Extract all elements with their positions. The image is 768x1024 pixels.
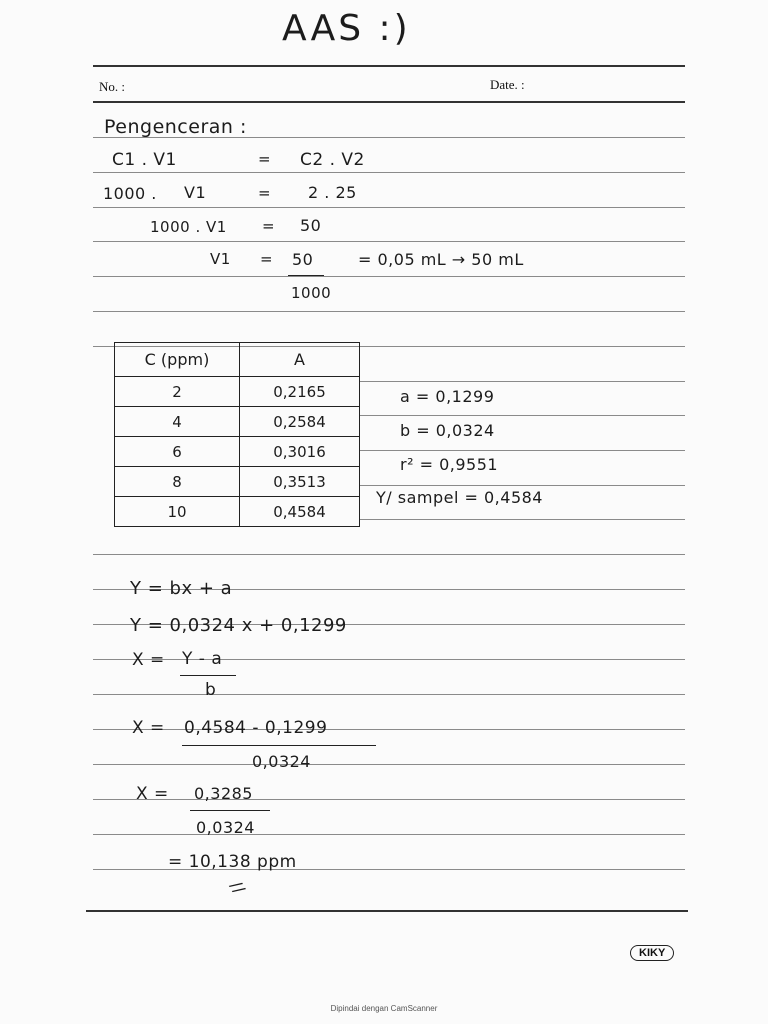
table-row [115, 467, 360, 497]
cell-absorbance: 0,4584 [240, 497, 360, 527]
dilution-line3-left: 1000 . V1 [150, 218, 227, 236]
fraction-bar [190, 810, 270, 811]
equation-x3-denominator: 0,0324 [196, 818, 255, 837]
cell-concentration: 2 [115, 377, 240, 407]
ruled-line [93, 207, 685, 208]
equation-x3-lhs: X = [136, 784, 169, 804]
equation-x-lhs: X = [132, 650, 165, 670]
ruled-line [93, 311, 685, 312]
table-header-row [115, 343, 360, 377]
equation-x3-numerator: 0,3285 [194, 784, 253, 803]
header-rule [93, 65, 685, 67]
cell-absorbance: 0,3513 [240, 467, 360, 497]
regression-r2: r² = 0,9551 [400, 455, 499, 474]
final-result: = 10,138 ppm [168, 852, 297, 872]
dilution-heading: Pengenceran : [104, 116, 247, 138]
bottom-rule [86, 910, 688, 912]
dilution-line2-mid: V1 [184, 183, 207, 202]
equation-x-numerator: Y - a [182, 649, 223, 669]
ruled-line [93, 554, 685, 555]
dilution-line4-num: 50 [292, 250, 314, 269]
equation-linear: Y = bx + a [130, 578, 233, 599]
page-title: AAS :) [282, 8, 411, 49]
ruled-line [93, 764, 685, 765]
ruled-line [93, 729, 685, 730]
dilution-line4-left: V1 [210, 250, 231, 268]
dilution-line2-right: 2 . 25 [308, 183, 357, 202]
col-header-absorbance: A [240, 343, 360, 377]
ruled-line [360, 381, 685, 382]
regression-b: b = 0,0324 [400, 421, 495, 440]
ruled-line [360, 485, 685, 486]
cell-concentration: 4 [115, 407, 240, 437]
dilution-line2-eq: = [258, 184, 272, 202]
ruled-line [93, 241, 685, 242]
cell-absorbance: 0,3016 [240, 437, 360, 467]
scanner-footer: Dipindai dengan CamScanner [330, 1004, 438, 1013]
dilution-line5-den: 1000 [291, 284, 332, 302]
equation-x2-numerator: 0,4584 - 0,1299 [184, 718, 328, 738]
cell-absorbance: 0,2584 [240, 407, 360, 437]
cell-concentration: 10 [115, 497, 240, 527]
double-underline-mark: // [226, 877, 250, 898]
dilution-line1-eq: = [258, 150, 272, 168]
table-row [115, 407, 360, 437]
ruled-line [360, 415, 685, 416]
regression-a: a = 0,1299 [400, 387, 495, 406]
ruled-line [93, 172, 685, 173]
ruled-line [93, 694, 685, 695]
ruled-line [93, 276, 685, 277]
dilution-line3-right: 50 [300, 216, 322, 235]
regression-y-sample: Y/ sampel = 0,4584 [376, 488, 543, 507]
equation-x2-lhs: X = [132, 718, 165, 738]
col-header-concentration: C (ppm) [115, 343, 240, 377]
equation-substituted: Y = 0,0324 x + 0,1299 [130, 615, 347, 636]
cell-absorbance: 0,2165 [240, 377, 360, 407]
header-rule [93, 101, 685, 103]
dilution-line4-result: = 0,05 mL → 50 mL [358, 250, 524, 269]
date-label: Date. : [490, 77, 525, 92]
fraction-bar [180, 675, 236, 676]
ruled-line [93, 799, 685, 800]
dilution-line1-right: C2 . V2 [300, 150, 365, 170]
brand-logo: KIKY [630, 945, 674, 961]
equation-x2-denominator: 0,0324 [252, 752, 311, 771]
dilution-line2-left: 1000 . [103, 184, 157, 203]
ruled-line [93, 834, 685, 835]
dilution-line3-eq: = [262, 217, 276, 235]
table-row [115, 497, 360, 527]
dilution-line4-eq: = [260, 250, 274, 268]
calibration-table [114, 342, 360, 527]
equation-x-denominator: b [205, 680, 217, 700]
ruled-line [360, 450, 685, 451]
ruled-line [360, 519, 685, 520]
no-label: No. : [99, 79, 125, 94]
fraction-bar [288, 275, 324, 276]
fraction-bar [182, 745, 376, 746]
table-row [115, 437, 360, 467]
table-row [115, 377, 360, 407]
dilution-line1-left: C1 . V1 [112, 150, 177, 170]
cell-concentration: 6 [115, 437, 240, 467]
cell-concentration: 8 [115, 467, 240, 497]
